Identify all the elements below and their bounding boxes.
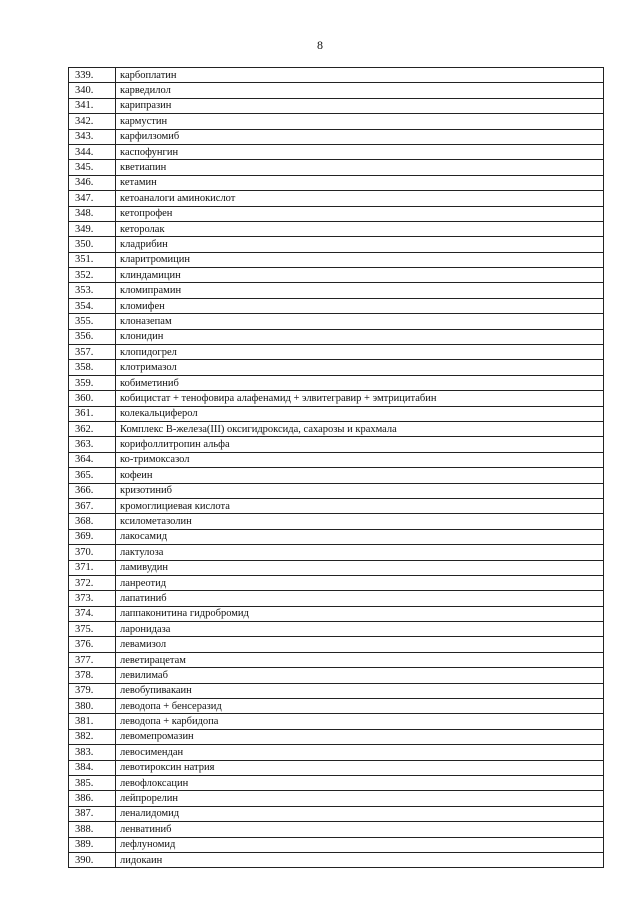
drug-name: кломифен <box>116 298 604 313</box>
row-number: 345. <box>69 160 116 175</box>
row-number: 380. <box>69 699 116 714</box>
table-row <box>69 791 604 806</box>
table-row <box>69 452 604 467</box>
table-row <box>69 191 604 206</box>
row-number: 357. <box>69 345 116 360</box>
drug-name: клоназепам <box>116 314 604 329</box>
row-number: 355. <box>69 314 116 329</box>
drug-name: кобиметиниб <box>116 375 604 390</box>
drug-name: ко-тримоксазол <box>116 452 604 467</box>
table-row <box>69 160 604 175</box>
table-row <box>69 391 604 406</box>
row-number: 354. <box>69 298 116 313</box>
drug-name: кофеин <box>116 468 604 483</box>
table-row <box>69 360 604 375</box>
row-number: 361. <box>69 406 116 421</box>
drug-name: кломипрамин <box>116 283 604 298</box>
row-number: 387. <box>69 806 116 821</box>
table-row <box>69 760 604 775</box>
row-number: 362. <box>69 421 116 436</box>
drug-name: лефлуномид <box>116 837 604 852</box>
table-row <box>69 68 604 83</box>
table-row <box>69 837 604 852</box>
table-row <box>69 83 604 98</box>
row-number: 353. <box>69 283 116 298</box>
drug-name: леводопа + карбидопа <box>116 714 604 729</box>
table-row <box>69 575 604 590</box>
row-number: 368. <box>69 514 116 529</box>
row-number: 369. <box>69 529 116 544</box>
drug-name: лакосамид <box>116 529 604 544</box>
row-number: 381. <box>69 714 116 729</box>
row-number: 342. <box>69 114 116 129</box>
table-row <box>69 468 604 483</box>
row-number: 370. <box>69 545 116 560</box>
drug-name: левамизол <box>116 637 604 652</box>
table-row <box>69 314 604 329</box>
drug-name: ленватиниб <box>116 822 604 837</box>
table-row <box>69 144 604 159</box>
drug-name: левотироксин натрия <box>116 760 604 775</box>
table-row <box>69 637 604 652</box>
table-row <box>69 375 604 390</box>
drug-name: лаппаконитина гидробромид <box>116 606 604 621</box>
table-row <box>69 683 604 698</box>
table-row <box>69 345 604 360</box>
table-row <box>69 622 604 637</box>
table-row <box>69 514 604 529</box>
row-number: 389. <box>69 837 116 852</box>
row-number: 356. <box>69 329 116 344</box>
row-number: 360. <box>69 391 116 406</box>
row-number: 384. <box>69 760 116 775</box>
table-row <box>69 406 604 421</box>
row-number: 386. <box>69 791 116 806</box>
drug-name: кобицистат + тенофовира алафенамид + элвитегравир + эмтрицитабин <box>116 391 604 406</box>
drug-name: кеторолак <box>116 221 604 236</box>
row-number: 373. <box>69 591 116 606</box>
drug-name: клотримазол <box>116 360 604 375</box>
drug-name: карипразин <box>116 98 604 113</box>
row-number: 359. <box>69 375 116 390</box>
table-row <box>69 268 604 283</box>
table-row <box>69 729 604 744</box>
table-row <box>69 806 604 821</box>
drug-name: клопидогрел <box>116 345 604 360</box>
drug-name: кармустин <box>116 114 604 129</box>
drug-name: клиндамицин <box>116 268 604 283</box>
table-row <box>69 699 604 714</box>
table-row <box>69 591 604 606</box>
row-number: 367. <box>69 498 116 513</box>
row-number: 388. <box>69 822 116 837</box>
row-number: 385. <box>69 775 116 790</box>
row-number: 348. <box>69 206 116 221</box>
row-number: 374. <box>69 606 116 621</box>
drug-name: левомепромазин <box>116 729 604 744</box>
row-number: 351. <box>69 252 116 267</box>
drug-name: кладрибин <box>116 237 604 252</box>
row-number: 340. <box>69 83 116 98</box>
row-number: 365. <box>69 468 116 483</box>
table-row <box>69 822 604 837</box>
row-number: 390. <box>69 852 116 867</box>
drug-name: левофлоксацин <box>116 775 604 790</box>
row-number: 346. <box>69 175 116 190</box>
row-number: 376. <box>69 637 116 652</box>
row-number: 366. <box>69 483 116 498</box>
drug-name: кромоглициевая кислота <box>116 498 604 513</box>
table-row <box>69 498 604 513</box>
drug-name: карведилол <box>116 83 604 98</box>
table-row <box>69 114 604 129</box>
row-number: 372. <box>69 575 116 590</box>
row-number: 382. <box>69 729 116 744</box>
drug-name: левилимаб <box>116 668 604 683</box>
table-row <box>69 529 604 544</box>
drug-name: леводопа + бенсеразид <box>116 699 604 714</box>
row-number: 379. <box>69 683 116 698</box>
row-number: 363. <box>69 437 116 452</box>
table-body <box>69 68 604 868</box>
row-number: 343. <box>69 129 116 144</box>
row-number: 358. <box>69 360 116 375</box>
drug-name: лидокаин <box>116 852 604 867</box>
drug-name: ланреотид <box>116 575 604 590</box>
drug-name: леналидомид <box>116 806 604 821</box>
table-row <box>69 175 604 190</box>
drug-name: левосимендан <box>116 745 604 760</box>
row-number: 377. <box>69 652 116 667</box>
drug-name: лапатиниб <box>116 591 604 606</box>
row-number: 364. <box>69 452 116 467</box>
drug-name: клонидин <box>116 329 604 344</box>
table-row <box>69 129 604 144</box>
drug-name: ларонидаза <box>116 622 604 637</box>
table-row <box>69 421 604 436</box>
drug-name: кветиапин <box>116 160 604 175</box>
drug-name: лейпрорелин <box>116 791 604 806</box>
drug-name: колекальциферол <box>116 406 604 421</box>
table-row <box>69 483 604 498</box>
table-row <box>69 852 604 867</box>
row-number: 347. <box>69 191 116 206</box>
row-number: 352. <box>69 268 116 283</box>
row-number: 350. <box>69 237 116 252</box>
table-row <box>69 745 604 760</box>
drug-name: кетамин <box>116 175 604 190</box>
drug-name: кларитромицин <box>116 252 604 267</box>
row-number: 341. <box>69 98 116 113</box>
table-row <box>69 545 604 560</box>
drug-name: карфилзомиб <box>116 129 604 144</box>
table-row <box>69 329 604 344</box>
row-number: 349. <box>69 221 116 236</box>
drug-name: леветирацетам <box>116 652 604 667</box>
drug-name: левобупивакаин <box>116 683 604 698</box>
row-number: 383. <box>69 745 116 760</box>
row-number: 339. <box>69 68 116 83</box>
drug-name: ламивудин <box>116 560 604 575</box>
row-number: 371. <box>69 560 116 575</box>
table-row <box>69 237 604 252</box>
table-row <box>69 652 604 667</box>
drug-name: кетопрофен <box>116 206 604 221</box>
page-number: 8 <box>317 38 323 52</box>
table-row <box>69 437 604 452</box>
drug-list-table <box>68 67 604 868</box>
drug-name: карбоплатин <box>116 68 604 83</box>
table-row <box>69 283 604 298</box>
drug-name: корифоллитропин альфа <box>116 437 604 452</box>
drug-name: лактулоза <box>116 545 604 560</box>
row-number: 375. <box>69 622 116 637</box>
drug-name: Комплекс В-железа(III) оксигидроксида, сахарозы и крахмала <box>116 421 604 436</box>
table-row <box>69 714 604 729</box>
table-row <box>69 98 604 113</box>
drug-name: кризотиниб <box>116 483 604 498</box>
table-row <box>69 252 604 267</box>
drug-name: каспофунгин <box>116 144 604 159</box>
table-row <box>69 775 604 790</box>
table-row <box>69 298 604 313</box>
drug-name: кетоаналоги аминокислот <box>116 191 604 206</box>
table-row <box>69 668 604 683</box>
drug-name: ксилометазолин <box>116 514 604 529</box>
table-row <box>69 206 604 221</box>
table-row <box>69 560 604 575</box>
table-row <box>69 606 604 621</box>
row-number: 344. <box>69 144 116 159</box>
row-number: 378. <box>69 668 116 683</box>
table-row <box>69 221 604 236</box>
